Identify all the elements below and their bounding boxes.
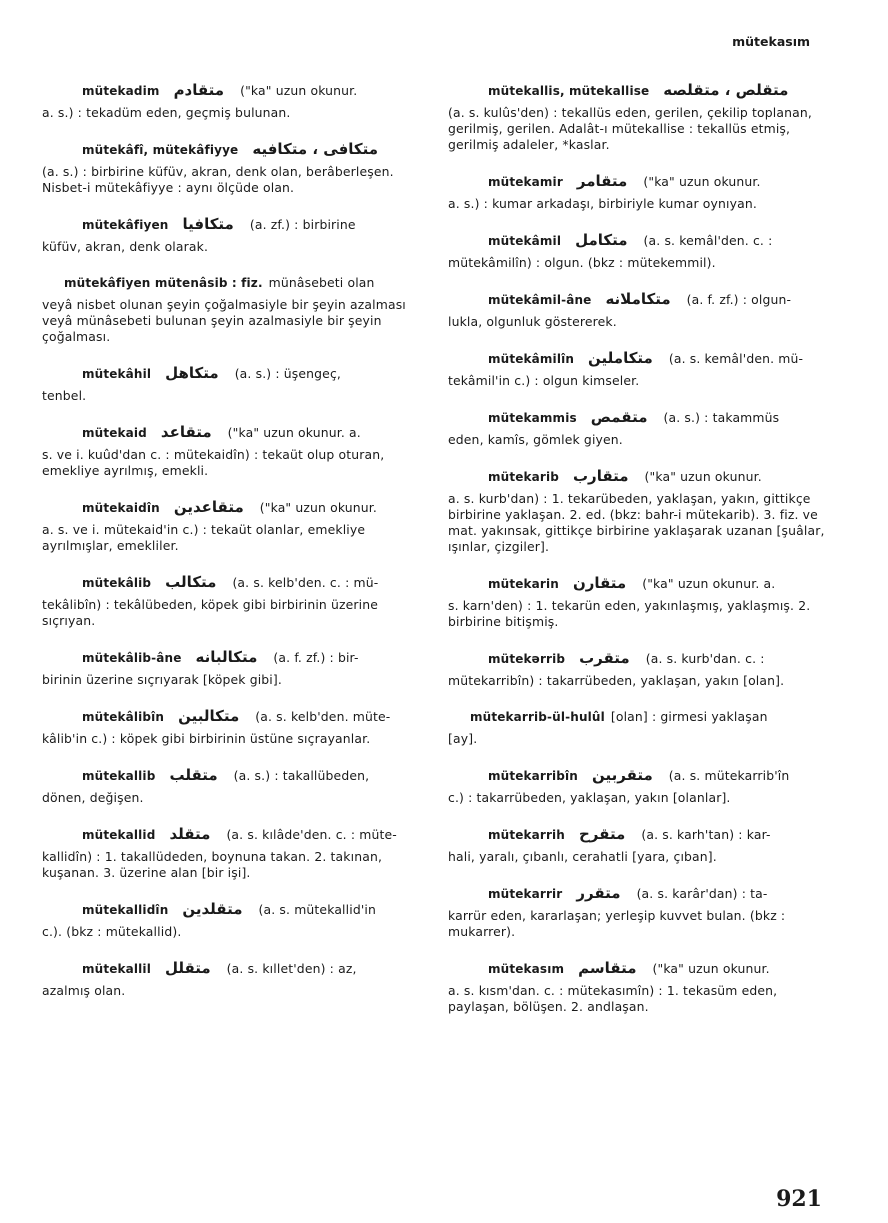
dictionary-entry xyxy=(42,365,424,404)
headword: mütekərrib xyxy=(488,652,566,666)
dictionary-entry xyxy=(42,574,424,629)
running-head: mütekasım xyxy=(732,34,810,49)
arabic-headword: متقلص ، متقلصه xyxy=(663,81,789,99)
entry-note: ("ka" uzun okunur. a. xyxy=(227,425,361,440)
definition: c.) : takarrübeden, yaklaşan, yakın [olanlar]. xyxy=(448,790,731,805)
dictionary-entry xyxy=(42,82,424,121)
arabic-headword: متكالبين xyxy=(178,707,240,725)
definition: veyâ nisbet olunan şeyin çoğalmasiyle bir şeyin azalması veyâ münâsebeti bulunan şeyin azalmasiyle bir şeyin çoğalması. xyxy=(42,297,406,344)
entry-note: (a. s.) : takammüs xyxy=(663,410,780,425)
arabic-headword: متقرب xyxy=(579,649,630,667)
entry-note: münâsebeti olan xyxy=(268,275,375,290)
dictionary-entry xyxy=(448,885,826,940)
headword: mütekaidîn xyxy=(82,501,160,515)
arabic-headword: متقربين xyxy=(592,766,653,784)
arabic-headword: متكاملانه xyxy=(605,290,671,308)
entry-note: [olan] : girmesi yaklaşan xyxy=(610,709,768,724)
definition: s. ve i. kuûd'dan c. : mütekaidîn) : tekaüt olup oturan, emekliye ayrılmış, emekli. xyxy=(42,447,385,478)
dictionary-entry xyxy=(42,901,424,940)
definition: mütekarribîn) : takarrübeden, yaklaşan, yakın [olan]. xyxy=(448,673,785,688)
definition: a. s. kısm'dan. c. : mütekasımîn) : 1. tekasüm eden, paylaşan, bölüşen. 2. andlaşan. xyxy=(448,983,778,1014)
dictionary-entry xyxy=(42,141,424,196)
entry-note: (a. s. kelb'den. c. : mü- xyxy=(232,575,379,590)
arabic-headword: متقمص xyxy=(590,408,648,426)
entry-note: (a. s.) : üşengeç, xyxy=(234,366,341,381)
dictionary-entry xyxy=(42,499,424,554)
headword: mütekâmil-âne xyxy=(488,293,592,307)
dictionary-entry xyxy=(42,275,424,345)
entry-note: (a. zf.) : birbirine xyxy=(249,217,356,232)
arabic-headword: متكافى ، متكافيه xyxy=(252,140,379,158)
entry-note: (a. s. kılâde'den. c. : müte- xyxy=(226,827,397,842)
definition: c.). (bkz : mütekallid). xyxy=(42,924,182,939)
arabic-headword: متقادم xyxy=(173,81,225,99)
entry-note: ("ka" uzun okunur. xyxy=(240,83,358,98)
definition: [ay]. xyxy=(448,731,478,746)
arabic-headword: متقرح xyxy=(579,825,626,843)
entry-note: ("ka" uzun okunur. xyxy=(652,961,770,976)
headword: mütekallib xyxy=(82,769,156,783)
entry-note: (a. s. kurb'dan. c. : xyxy=(645,651,765,666)
headword: mütekamir xyxy=(488,175,563,189)
headword: mütekarib xyxy=(488,470,559,484)
entry-note: (a. s. kelb'den. müte- xyxy=(255,709,391,724)
definition: a. s.) : tekadüm eden, geçmiş bulunan. xyxy=(42,105,291,120)
dictionary-entry xyxy=(448,826,826,865)
arabic-headword: متكامل xyxy=(575,231,628,249)
dictionary-entry xyxy=(42,708,424,747)
definition: kallidîn) : 1. takallüdeden, boynuna takan. 2. takınan, kuşanan. 3. üzerine alan [bir işi]. xyxy=(42,849,383,880)
definition: hali, yaralı, çıbanlı, cerahatli [yara, çıban]. xyxy=(448,849,717,864)
entry-note: (a. f. zf.) : olgun- xyxy=(686,292,792,307)
entry-note: ("ka" uzun okunur. a. xyxy=(642,576,776,591)
arabic-headword: متكالبانه xyxy=(195,648,258,666)
dictionary-entry xyxy=(448,767,826,806)
entry-note: (a. s. mütekallid'in xyxy=(258,902,377,917)
entry-note: (a. s.) : takallübeden, xyxy=(233,768,370,783)
dictionary-entry xyxy=(448,82,826,153)
headword: mütekâlib xyxy=(82,576,152,590)
dictionary-entry xyxy=(448,960,826,1015)
headword: mütekâfiyen mütenâsib : fiz. xyxy=(64,276,263,290)
definition: lukla, olgunluk göstererek. xyxy=(448,314,617,329)
headword: mütekasım xyxy=(488,962,565,976)
headword: mütekallidîn xyxy=(82,903,169,917)
dictionary-entry xyxy=(448,409,826,448)
definition: eden, kamîs, gömlek giyen. xyxy=(448,432,623,447)
arabic-headword: متقامر xyxy=(576,172,628,190)
headword: mütekaid xyxy=(82,426,147,440)
entry-note: (a. s. karâr'dan) : ta- xyxy=(636,886,768,901)
arabic-headword: متكافيا xyxy=(182,215,234,233)
arabic-headword: متكالب xyxy=(165,573,217,591)
headword: mütekallis, mütekallise xyxy=(488,84,650,98)
arabic-headword: متكاملين xyxy=(588,349,653,367)
headword: mütekallil xyxy=(82,962,151,976)
dictionary-entry xyxy=(42,424,424,479)
entry-note: (a. s. mütekarrib'în xyxy=(668,768,790,783)
headword: mütekâhil xyxy=(82,367,152,381)
headword: mütekallid xyxy=(82,828,156,842)
arabic-headword: متقلل xyxy=(164,959,211,977)
headword: mütekâlib-âne xyxy=(82,651,182,665)
arabic-headword: متقاعد xyxy=(160,423,212,441)
definition: s. karn'den) : 1. tekarün eden, yakınlaşmış, yaklaşmış. 2. birbirine bitişmiş. xyxy=(448,598,811,629)
arabic-headword: متكاهل xyxy=(165,364,219,382)
dictionary-entry xyxy=(448,350,826,389)
dictionary-entry xyxy=(448,468,826,555)
arabic-headword: متقرر xyxy=(576,884,621,902)
dictionary-entry xyxy=(42,826,424,881)
dictionary-entry xyxy=(448,575,826,630)
entry-note: ("ka" uzun okunur. xyxy=(259,500,378,515)
page-number: 921 xyxy=(776,1186,822,1212)
entry-note: (a. f. zf.) : bir- xyxy=(273,650,359,665)
definition: a. s. kurb'dan) : 1. tekarübeden, yaklaşan, yakın, gittikçe birbirine yaklaşan. 2. ed. (bkz: bahr-i mütekarib). 3. fiz. ve mat. yakınsak, gittikçe birbirine yaklaşarak uzanan [şuâlar, ışınlar, çizgiler]. xyxy=(448,491,825,554)
headword: mütekadim xyxy=(82,84,160,98)
right-column xyxy=(448,82,826,1035)
definition: a. s. ve i. mütekaid'in c.) : tekaüt olanlar, emekliye ayrılmışlar, emekliler. xyxy=(42,522,366,553)
arabic-headword: متقلد xyxy=(169,825,211,843)
headword: mütekarin xyxy=(488,577,559,591)
headword: mütekammis xyxy=(488,411,577,425)
arabic-headword: متقارن xyxy=(572,574,627,592)
definition: tenbel. xyxy=(42,388,87,403)
dictionary-entry xyxy=(448,173,826,212)
dictionary-entry xyxy=(448,291,826,330)
definition: mütekâmilîn) : olgun. (bkz : mütekemmil). xyxy=(448,255,716,270)
definition: tekâlibîn) : tekâlübeden, köpek gibi birbirinin üzerine sıçrıyan. xyxy=(42,597,379,628)
arabic-headword: متقاعدين xyxy=(173,498,244,516)
headword: mütekarrih xyxy=(488,828,565,842)
dictionary-entry xyxy=(42,216,424,255)
headword: mütekâfî, mütekâfiyye xyxy=(82,143,239,157)
dictionary-entry xyxy=(448,650,826,689)
dictionary-entry xyxy=(448,709,826,747)
entry-note: (a. s. kemâl'den. c. : xyxy=(643,233,773,248)
definition: (a. s. kulûs'den) : tekallüs eden, gerilen, çekilip toplanan, gerilmiş, gerilen. Adalât-ı mütekallise : tekallüs etmiş, gerilmiş adaleler, *kaslar. xyxy=(448,105,812,152)
arabic-headword: متقارب xyxy=(572,467,629,485)
entry-note: (a. s. karh'tan) : kar- xyxy=(641,827,771,842)
arabic-headword: متقلدين xyxy=(182,900,243,918)
dictionary-entry xyxy=(42,960,424,999)
definition: a. s.) : kumar arkadaşı, birbiriyle kumar oynıyan. xyxy=(448,196,757,211)
headword: mütekâmil xyxy=(488,234,562,248)
headword: mütekâmilîn xyxy=(488,352,575,366)
dictionary-entry xyxy=(448,232,826,271)
entry-note: ("ka" uzun okunur. xyxy=(643,174,761,189)
definition: azalmış olan. xyxy=(42,983,126,998)
definition: (a. s.) : birbirine küfüv, akran, denk olan, berâberleşen. Nisbet-i mütekâfiyye : aynı ölçüde olan. xyxy=(42,164,394,195)
headword: mütekarribîn xyxy=(488,769,578,783)
arabic-headword: متقاسم xyxy=(578,959,637,977)
headword: mütekâfiyen xyxy=(82,218,169,232)
definition: kâlib'in c.) : köpek gibi birbirinin üstüne sıçrayanlar. xyxy=(42,731,371,746)
entry-note: (a. s. kıllet'den) : az, xyxy=(226,961,357,976)
definition: küfüv, akran, denk olarak. xyxy=(42,239,209,254)
dictionary-entry xyxy=(42,767,424,806)
definition: birinin üzerine sıçrıyarak [köpek gibi]. xyxy=(42,672,282,687)
headword: mütekarrir xyxy=(488,887,563,901)
definition: dönen, değişen. xyxy=(42,790,144,805)
entry-note: (a. s. kemâl'den. mü- xyxy=(668,351,804,366)
dictionary-entry xyxy=(42,649,424,688)
left-column xyxy=(42,82,424,1019)
arabic-headword: متقلب xyxy=(169,766,218,784)
entry-note: ("ka" uzun okunur. xyxy=(644,469,762,484)
definition: karrür eden, kararlaşan; yerleşip kuvvet bulan. (bkz : mukarrer). xyxy=(448,908,786,939)
definition: tekâmil'in c.) : olgun kimseler. xyxy=(448,373,640,388)
headword: mütekarrib-ül-hulûl xyxy=(470,710,605,724)
headword: mütekâlibîn xyxy=(82,710,165,724)
